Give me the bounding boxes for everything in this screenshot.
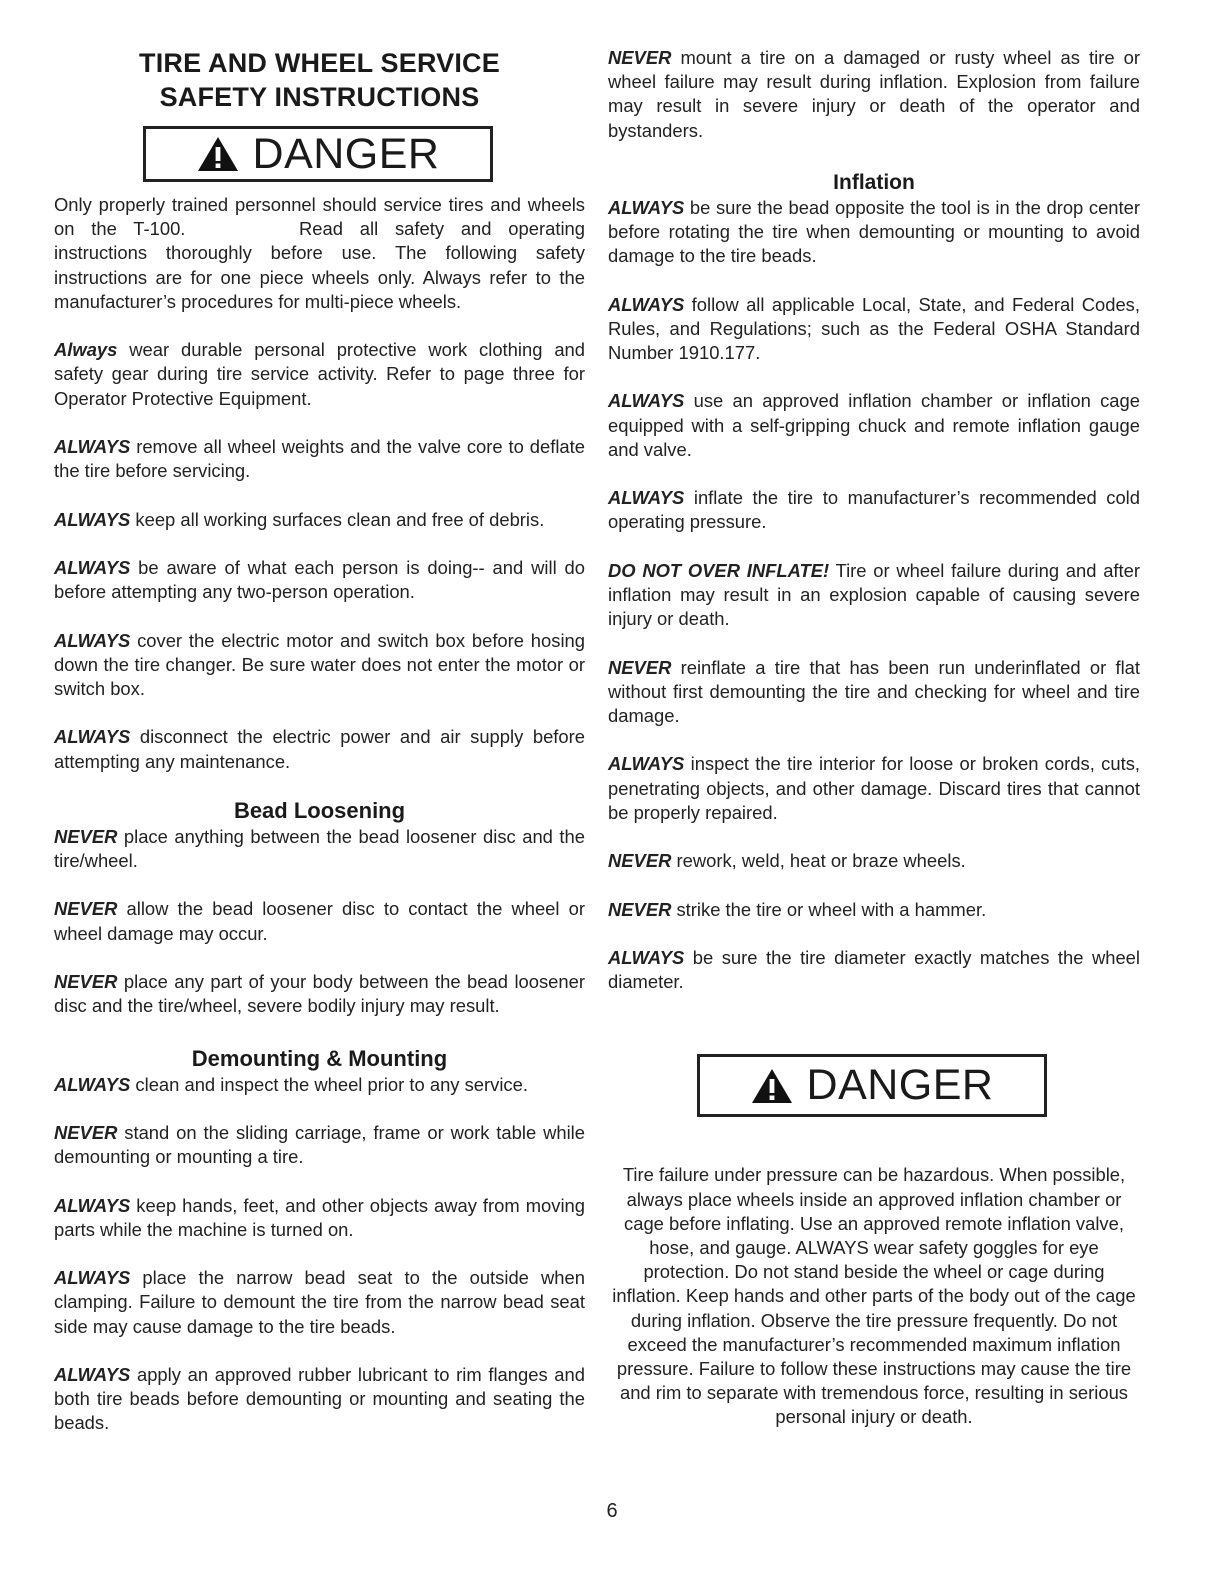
para-text: reinflate a tire that has been run underinflated or flat without first demounting the tire and checking for wheel and tire damage. [608, 656, 1140, 726]
para-text: use an approved inflation chamber or inflation cage equipped with a self-gripping chuck and remote inflation gauge and valve. [608, 390, 1140, 460]
para-text: strike the tire or wheel with a hammer. [671, 898, 987, 920]
inflation-heading: Inflation [833, 170, 915, 194]
para-lead: ALWAYS [608, 390, 685, 412]
para-text: remove all wheel weights and the valve core to deflate the tire before servicing. [54, 436, 585, 482]
title-line-2: SAFETY INSTRUCTIONS [159, 82, 480, 112]
danger-banner-bottom [697, 1054, 1047, 1117]
general-safety-item [54, 508, 585, 532]
left-column [54, 46, 585, 1436]
para-lead: NEVER [608, 656, 672, 678]
para-text: rework, weld, heat or braze wheels. [671, 850, 966, 872]
demounting-list [54, 1073, 585, 1436]
inflation-item [608, 389, 1140, 462]
bead-loosening-item [54, 825, 585, 873]
para-text: mount a tire on a damaged or rusty wheel as tire or wheel failure may result during inflation. Explosion from failure may result in severe injury or death of the operator and bystanders. [608, 47, 1140, 141]
general-safety-item [54, 725, 585, 773]
danger-label: DANGER [806, 1061, 994, 1110]
general-safety-item [54, 435, 585, 483]
para-lead: NEVER [54, 970, 118, 992]
para-text: Tire or wheel failure during and after inflation may result in an explosion capable of causing severe injury or death. [608, 559, 1140, 630]
para-text: follow all applicable Local, State, and Federal Codes, Rules, and Regulations; such as the Federal OSHA Standard Number 1910.177. [608, 293, 1140, 364]
para-text: allow the bead loosener disc to contact the wheel or wheel damage may occur. [54, 898, 585, 944]
para-text: place the narrow bead seat to the outside when clamping. Failure to demount the tire from the narrow bead seat side may cause damage to the tire beads. [54, 1267, 585, 1337]
para-text: apply an approved rubber lubricant to rim flanges and both tire beads before demounting or mounting and seating the beads. [54, 1363, 585, 1434]
general-safety-list [54, 338, 585, 774]
para-lead: ALWAYS [608, 196, 685, 218]
warning-triangle-icon [197, 136, 239, 172]
inflation-list [608, 196, 1140, 995]
para-text: cover the electric motor and switch box before hosing down the tire changer. Be sure water does not enter the motor or switch box. [54, 629, 585, 699]
para-lead: ALWAYS [54, 1267, 131, 1289]
para-text: place anything between the bead loosener disc and the tire/wheel. [54, 825, 585, 871]
title-line-1: TIRE AND WHEEL SERVICE [139, 48, 500, 78]
intro-text-b: Read all safety and operating instructions thoroughly before use. The following safety instructions are for one piece wheels only. Always refer to the manufacturer’s procedures for multi-piece wheels. [54, 218, 585, 312]
para-lead: DO NOT OVER INFLATE! [608, 559, 830, 581]
demounting-item [54, 1266, 585, 1339]
para-text: wear durable personal protective work clothing and safety gear during tire service activity. Refer to page three for Operator Protective Equipment. [54, 339, 585, 409]
inflation-danger-text: Tire failure under pressure can be hazardous. When possible, always place wheels inside an approved inflation chamber or cage before inflating. Use an approved remote inflation valve, hose, and gauge. ALWAYS wear safety goggles for eye protection. Do not stand beside the wheel or cage during inflation. Keep hands and other parts of the body out of the cage during inflation. Observe the tire pressure frequently. Do not exceed the manufacturer’s recommended maximum inflation pressure. Failure to follow these instructions may cause the tire and rim to separate with tremendous force, resulting in serious personal injury or death. [612, 1164, 1136, 1428]
para-text: inflate the tire to manufacturer’s recommended cold operating pressure. [608, 487, 1140, 533]
para-text: be sure the bead opposite the tool is in the drop center before rotating the tire when demounting or mounting to avoid damage to the tire beads. [608, 196, 1140, 267]
inflation-item [608, 196, 1140, 269]
para-lead: NEVER [608, 47, 672, 68]
para-lead: ALWAYS [54, 556, 131, 578]
inflation-item [608, 946, 1140, 994]
para-text: clean and inspect the wheel prior to any service. [130, 1073, 528, 1095]
bead-loosening-item [54, 970, 585, 1018]
para-lead: ALWAYS [608, 293, 685, 315]
para-text: keep all working surfaces clean and free of debris. [130, 508, 545, 530]
demounting-item [54, 1121, 585, 1169]
para-lead: ALWAYS [54, 436, 131, 457]
inflation-item [608, 752, 1140, 825]
inflation-item [608, 656, 1140, 729]
inflation-item [608, 559, 1140, 632]
para-lead: ALWAYS [608, 946, 685, 968]
bead-loosening-list [54, 825, 585, 1019]
inflation-item [608, 486, 1140, 534]
para-text: stand on the sliding carriage, frame or work table while demounting or mounting a tire. [54, 1121, 585, 1168]
para-lead: ALWAYS [54, 1363, 131, 1385]
para-lead: ALWAYS [54, 508, 131, 530]
bead-loosening-heading: Bead Loosening [233, 797, 406, 823]
danger-banner-top [143, 126, 493, 182]
para-lead: ALWAYS [54, 629, 131, 651]
para-lead: ALWAYS [608, 753, 685, 775]
inflation-item [608, 293, 1140, 366]
demounting-heading: Demounting & Mounting [191, 1045, 448, 1071]
para-lead: ALWAYS [54, 1073, 131, 1095]
bead-loosening-item [54, 897, 585, 945]
para-text: disconnect the electric power and air supply before attempting any maintenance. [54, 726, 585, 772]
para-lead: NEVER [608, 898, 672, 920]
general-safety-item [54, 556, 585, 604]
danger-label: DANGER [252, 129, 440, 178]
page-number: 6 [606, 1500, 618, 1522]
right-column [608, 46, 1140, 1430]
intro-text-a: Only properly trained personnel should service tires and wheels on the T-100. [54, 194, 585, 240]
inflation-item [608, 849, 1140, 873]
para-lead: ALWAYS [608, 487, 685, 509]
rusty-wheel-warning [608, 46, 1140, 143]
page-title [54, 46, 585, 114]
warning-triangle-icon [751, 1068, 793, 1104]
para-lead: NEVER [54, 898, 118, 920]
para-lead: NEVER [54, 1121, 118, 1143]
para-lead: ALWAYS [54, 1194, 131, 1216]
para-lead: Always [54, 339, 118, 361]
demounting-item [54, 1363, 585, 1436]
para-lead: ALWAYS [54, 726, 131, 748]
para-text: be aware of what each person is doing-- and will do before attempting any two-person operation. [54, 556, 585, 603]
general-safety-item [54, 338, 585, 411]
para-lead: NEVER [608, 850, 672, 872]
para-text: place any part of your body between the bead loosener disc and the tire/wheel, severe bodily injury may result. [54, 970, 585, 1017]
demounting-item [54, 1073, 585, 1097]
intro-paragraph [54, 193, 585, 314]
para-text: keep hands, feet, and other objects away from moving parts while the machine is turned on. [54, 1194, 585, 1240]
general-safety-item [54, 629, 585, 702]
para-text: inspect the tire interior for loose or broken cords, cuts, penetrating objects, and other damage. Discard tires that cannot be properly repaired. [608, 753, 1140, 823]
inflation-item [608, 898, 1140, 922]
para-lead: NEVER [54, 825, 118, 847]
demounting-item [54, 1194, 585, 1242]
para-text: be sure the tire diameter exactly matches the wheel diameter. [608, 946, 1140, 993]
